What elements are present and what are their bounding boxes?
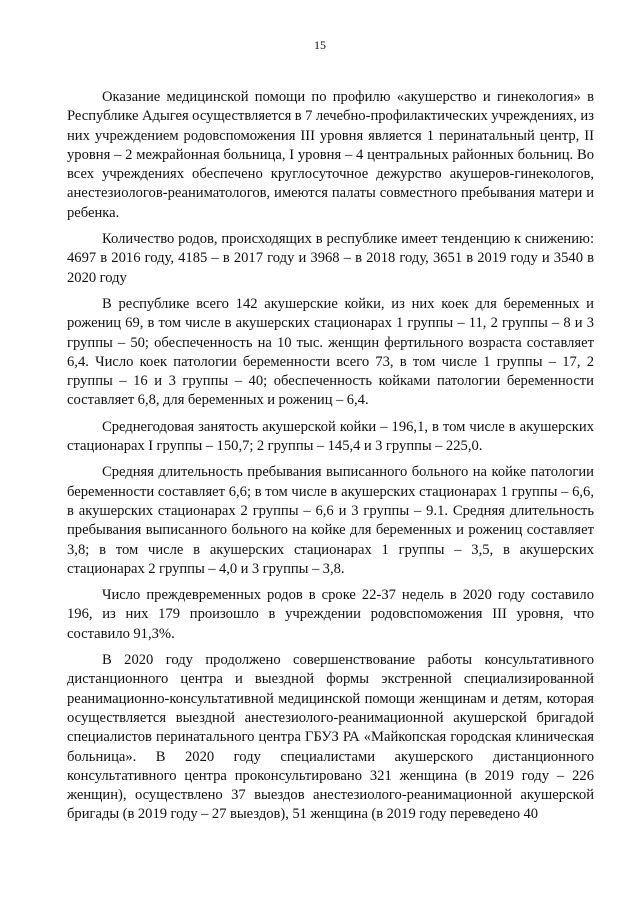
document-body: [67, 88, 594, 825]
paragraph-bed-occupancy: Среднегодовая занятость акушерской койки – 196,1, в том числе в акушерских стационарах I группы – 150,7; 2 группы – 145,4 и 3 группы – 225,0.: [67, 418, 594, 455]
paragraph-births-count: Количество родов, происходящих в республике имеет тенденцию к снижению: 4697 в 2016 году, 4185 – в 2017 году и 3968 – в 2018 году, 3651 в 2019 году и 3540 в 2020 году: [67, 231, 594, 286]
paragraph-stay-duration: Средняя длительность пребывания выписанного больного на койке патологии беременности составляет 6,6; в том числе в акушерских стационарах 1 группы – 6,6, в акушерских стационарах 2 группы – 6,6 и 3 группы – 9.1. Средняя длительность пребывания выписанного больного на койке для беременных и рожениц составляет 3,8; в том числе в акушерских стационарах 1 группы – 3,5, в акушерских стационарах 2 группы – 4,0 и 3 группы – 3,8.: [67, 464, 594, 577]
paragraph-consultative-center: В 2020 году продолжено совершенствование работы консультативного дистанционного центра и выездной формы экстренной специализированной реанимационно-консультативной медицинской помощи женщинам и детям, которая осуществляется выездной анестезиолого-реанимационной акушерской бригадой специалистов перинатального центра ГБУЗ РА «Майкопская городская клиническая больница». В 2020 году специалистами акушерского дистанционного консультативного центра проконсультировано 321 женщина (в 2019 году – 226 женщин), осуществлено 37 выездов анестезиолого-реанимационной акушерской бригады (в 2019 году – 27 выездов), 51 женщина (в 2019 году переведено 40: [67, 652, 594, 823]
page-number: 15: [314, 38, 326, 52]
paragraph-medical-care-profile: Оказание медицинской помощи по профилю «акушерство и гинекология» в Республике Адыгея осуществляется в 7 лечебно-профилактических учреждениях, из них учреждением родовспоможения III уровня является 1 перинатальный центр, II уровня – 2 межрайонная больница, I уровня – 4 центральных районных больниц. Во всех учреждениях обеспечено круглосуточное дежурство акушеров-гинекологов, анестезиологов-реаниматологов, имеются палаты совместного пребывания матери и ребенка.: [67, 89, 594, 221]
paragraph-premature-births: Число преждевременных родов в сроке 22-37 недель в 2020 году составило 196, из них 179 произошло в учреждении родовспоможения III уровня, что составило 91,3%.: [67, 587, 594, 642]
paragraph-obstetric-beds: В республике всего 142 акушерские койки, из них коек для беременных и рожениц 69, в том числе в акушерских стационарах 1 группы – 11, 2 группы – 8 и 3 группы – 50; обеспеченность на 10 тыс. женщин фертильного возраста составляет 6,4. Число коек патологии беременности всего 73, в том числе 1 группы – 17, 2 группы – 16 и 3 группы – 40; обеспеченность койками патологии беременности составляет 6,8, для беременных и рожениц – 6,4.: [67, 295, 594, 409]
